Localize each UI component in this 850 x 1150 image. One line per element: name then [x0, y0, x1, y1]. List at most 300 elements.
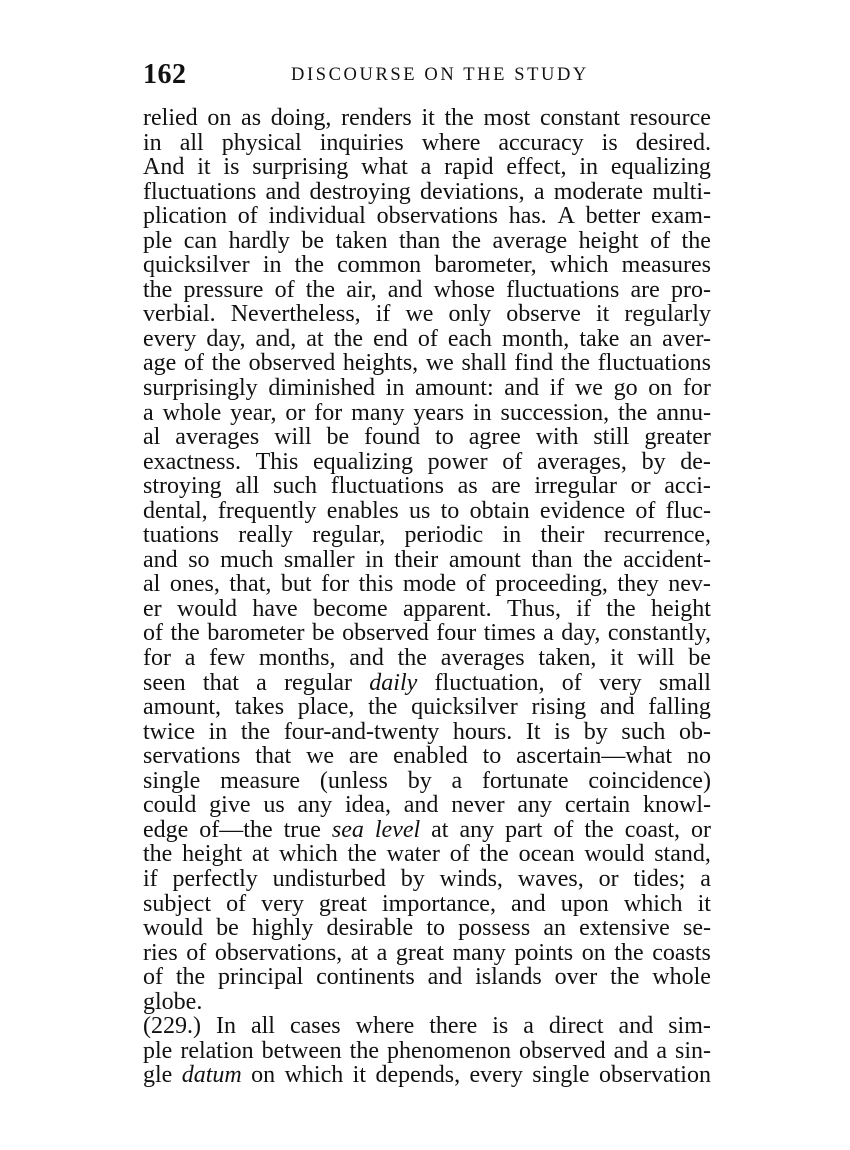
text-word: enables: [326, 497, 399, 524]
text-word: day,: [561, 620, 601, 647]
text-word: apparent.: [402, 595, 492, 622]
text-word: in: [143, 129, 162, 156]
text-word: coasts: [652, 939, 711, 966]
text-word: servations: [143, 743, 241, 770]
text-word: go: [613, 375, 638, 402]
text-line: [143, 548, 711, 573]
text-word: a: [143, 399, 154, 426]
text-word: measure: [220, 767, 301, 794]
text-word: a: [700, 865, 711, 892]
text-word: it: [197, 154, 211, 181]
text-word: of: [417, 325, 438, 352]
text-word: for: [314, 399, 343, 426]
text-word: quicksilver: [411, 694, 518, 721]
text-word: month,: [501, 325, 570, 352]
text-word: of: [502, 448, 523, 475]
text-word: aver-: [662, 325, 711, 352]
text-word: or: [285, 399, 306, 426]
text-word: ries: [143, 939, 178, 966]
text-word: where: [421, 129, 481, 156]
text-word: better: [585, 203, 641, 230]
text-word: observations,: [214, 939, 343, 966]
text-line: [143, 671, 711, 696]
text-word: in: [365, 546, 384, 573]
text-word: whose: [433, 276, 495, 303]
text-line: [143, 229, 711, 254]
text-word: every: [469, 1062, 523, 1089]
text-word: rising: [531, 694, 587, 721]
text-word: or: [630, 473, 651, 500]
text-word: tides;: [633, 865, 686, 892]
text-word: verbial.: [143, 301, 216, 328]
text-word: such: [273, 473, 318, 500]
text-line: [143, 695, 711, 720]
text-word: acci-: [664, 473, 711, 500]
text-line: [143, 818, 711, 843]
text-word: if: [576, 595, 591, 622]
text-word: whole: [162, 399, 222, 426]
text-word: effect,: [506, 154, 567, 181]
text-word: be: [326, 424, 350, 451]
text-word: of: [143, 964, 163, 991]
text-word: in: [262, 252, 282, 279]
text-word: what: [361, 154, 408, 181]
text-word: of: [186, 939, 207, 966]
text-line: [143, 597, 711, 622]
text-word: and: [403, 792, 439, 819]
text-word: many: [351, 399, 405, 426]
text-word: in: [502, 522, 522, 549]
text-word: accident-: [623, 546, 711, 573]
text-word: much: [220, 546, 274, 573]
text-word: any: [297, 792, 333, 819]
text-word: which: [549, 252, 609, 279]
text-line: [143, 131, 711, 156]
text-word: of: [561, 669, 582, 696]
text-word: regularly: [624, 301, 711, 328]
text-word: great: [318, 890, 367, 917]
text-line: [143, 720, 711, 745]
text-word: periodic: [404, 522, 484, 549]
text-word: it: [352, 1062, 367, 1089]
text-word: has.: [508, 203, 547, 230]
text-word: heights,: [342, 350, 419, 377]
text-word: is: [223, 154, 240, 181]
text-word: on: [581, 939, 606, 966]
text-word: year,: [230, 399, 277, 426]
text-word: It: [525, 718, 541, 745]
text-word: irregular: [534, 473, 617, 500]
text-word: ob-: [678, 718, 711, 745]
text-line: [143, 842, 711, 867]
text-word: and: [143, 546, 178, 573]
text-word: sea: [331, 816, 364, 843]
text-word: the: [143, 276, 173, 303]
text-word: observed: [248, 350, 336, 377]
text-word: that: [202, 669, 239, 696]
text-word: the: [614, 939, 644, 966]
text-word: most: [483, 105, 531, 131]
text-word: be: [688, 645, 711, 672]
text-word: each: [447, 325, 492, 352]
text-word: very: [261, 890, 304, 917]
text-word: on: [648, 375, 673, 402]
text-word: depends,: [375, 1062, 461, 1089]
text-word: four-and-twenty: [283, 718, 440, 745]
text-word: water: [386, 841, 440, 868]
text-word: coincidence): [588, 767, 711, 794]
text-line: [143, 1039, 711, 1064]
text-word: fluctuations: [330, 473, 444, 500]
text-word: average: [492, 227, 568, 254]
text-word: obtain: [469, 497, 530, 524]
text-word: destroying: [309, 178, 411, 205]
text-line: [143, 180, 711, 205]
text-word: al: [143, 424, 161, 451]
text-word: us: [263, 792, 285, 819]
text-word: day,: [206, 325, 246, 352]
page-header: [143, 57, 715, 97]
text-line: [143, 327, 711, 352]
text-word: to: [435, 424, 454, 451]
text-word: that: [255, 743, 292, 770]
text-word: succession,: [500, 399, 610, 426]
text-word: a: [184, 645, 196, 672]
text-word: where: [355, 1013, 415, 1040]
text-word: and,: [255, 325, 297, 352]
text-word: observations: [376, 203, 498, 230]
text-word: amount,: [143, 694, 221, 721]
text-word: regular,: [312, 522, 386, 549]
text-word: observation: [598, 1062, 711, 1089]
text-word: would: [584, 841, 645, 868]
text-word: of: [274, 276, 295, 303]
text-word: by: [400, 865, 425, 892]
text-line: [143, 106, 711, 131]
text-word: us: [409, 497, 431, 524]
text-word: over: [554, 964, 598, 991]
text-word: averages: [440, 645, 525, 672]
text-word: to: [482, 743, 502, 770]
text-word: air,: [346, 276, 377, 303]
text-word: on: [207, 105, 232, 131]
text-word: in: [208, 718, 228, 745]
text-word: sin-: [675, 1037, 711, 1064]
text-word: the: [560, 350, 591, 377]
text-word: gle: [143, 1062, 173, 1089]
text-word: to: [426, 915, 445, 942]
text-word: that,: [229, 571, 272, 598]
text-word: points: [514, 939, 574, 966]
text-word: and: [613, 1037, 649, 1064]
text-word: we: [574, 375, 603, 402]
text-word: annu-: [656, 399, 711, 426]
text-word: all: [179, 129, 204, 156]
text-word: a: [420, 154, 432, 181]
text-word: they: [617, 571, 659, 598]
text-word: part: [505, 816, 543, 843]
text-word: falling: [648, 694, 711, 721]
text-word: relied: [143, 105, 198, 131]
text-word: This: [255, 448, 299, 475]
text-word: months,: [258, 645, 336, 672]
text-word: would: [143, 915, 203, 942]
text-word: relation: [180, 1037, 254, 1064]
text-word: end: [373, 325, 408, 352]
text-word: the: [175, 964, 206, 991]
text-word: the: [610, 964, 640, 991]
text-line: [143, 965, 711, 990]
text-word: pro-: [670, 276, 711, 303]
text-word: In: [215, 1013, 236, 1040]
text-word: enabled: [393, 743, 468, 770]
text-word: the: [347, 841, 377, 868]
text-word: the: [479, 841, 509, 868]
text-word: stand,: [654, 841, 711, 868]
text-word: height: [650, 595, 711, 622]
text-word: a: [533, 178, 545, 205]
text-word: still: [593, 424, 630, 451]
text-word: have: [252, 595, 298, 622]
text-line: [143, 155, 711, 180]
text-line: [143, 621, 711, 646]
text-word: be: [301, 227, 325, 254]
text-line: [143, 572, 711, 597]
text-word: fluctuations: [506, 276, 620, 303]
text-word: desirable: [326, 915, 414, 942]
text-word: all: [250, 1013, 275, 1040]
text-word: if: [375, 301, 391, 328]
text-word: amount:: [414, 375, 494, 402]
text-word: Nevertheless,: [230, 301, 361, 328]
text-word: the: [583, 546, 613, 573]
text-word: at: [350, 939, 369, 966]
text-word: power: [427, 448, 488, 475]
text-word: of: [226, 890, 247, 917]
text-word: the: [333, 325, 364, 352]
text-word: dental,: [143, 497, 208, 524]
text-word: take: [579, 325, 620, 352]
text-word: we: [425, 350, 454, 377]
text-word: true: [283, 816, 321, 843]
text-word: it: [697, 890, 711, 917]
text-word: of: [650, 227, 671, 254]
text-word: many: [452, 939, 506, 966]
text-word: to: [440, 497, 460, 524]
text-line: [143, 990, 711, 1015]
text-word: if: [549, 375, 565, 402]
text-word: at: [251, 841, 270, 868]
text-word: the: [240, 718, 271, 745]
text-word: their: [394, 546, 439, 573]
text-word: recurrence,: [603, 522, 711, 549]
text-word: an: [543, 915, 566, 942]
text-word: in: [579, 154, 599, 181]
text-word: fortunate: [481, 767, 569, 794]
text-word: principal: [217, 964, 304, 991]
text-word: (unless: [319, 767, 388, 794]
text-word: in: [385, 375, 405, 402]
text-word: mode: [402, 571, 457, 598]
text-word: renders: [341, 105, 412, 131]
text-word: it: [610, 645, 624, 672]
text-word: extensive: [579, 915, 670, 942]
text-word: er: [143, 595, 162, 622]
text-word: ple: [143, 1037, 173, 1064]
text-word: found: [364, 424, 421, 451]
text-word: globe.: [143, 988, 203, 1015]
text-word: of: [553, 816, 574, 843]
text-word: will: [637, 645, 675, 672]
text-word: than: [531, 546, 573, 573]
text-word: which: [284, 1062, 344, 1089]
text-word: times: [483, 620, 536, 647]
text-word: importance,: [381, 890, 496, 917]
text-word: hardly: [228, 227, 290, 254]
text-word: barometer,: [434, 252, 537, 279]
text-word: really: [238, 522, 293, 549]
text-word: with: [535, 424, 579, 451]
text-word: and: [265, 178, 301, 205]
text-word: single: [143, 767, 201, 794]
text-word: proceeding,: [495, 571, 608, 598]
text-word: of: [465, 571, 486, 598]
text-word: accuracy: [498, 129, 584, 156]
text-word: a: [256, 669, 267, 696]
text-word: for: [682, 375, 711, 402]
text-word: be: [312, 620, 335, 647]
text-word: between: [261, 1037, 342, 1064]
text-word: their: [540, 522, 585, 549]
text-word: which: [279, 841, 338, 868]
text-word: ocean: [518, 841, 575, 868]
text-word: A: [557, 203, 575, 230]
text-line: [143, 916, 711, 941]
text-word: the: [606, 595, 636, 622]
text-word: observe: [506, 301, 581, 328]
text-word: all: [235, 473, 260, 500]
text-word: pressure: [183, 276, 264, 303]
text-line: [143, 351, 711, 376]
text-word: we: [405, 301, 434, 328]
text-word: there: [429, 1013, 478, 1040]
text-word: desired.: [635, 129, 711, 156]
text-word: great: [395, 939, 444, 966]
text-word: and: [427, 964, 463, 991]
text-word: certain: [564, 792, 631, 819]
text-word: it: [421, 105, 435, 131]
text-word: and: [349, 645, 384, 672]
text-word: or: [691, 816, 711, 843]
text-word: deviations,: [420, 178, 525, 205]
text-word: as: [241, 105, 262, 131]
text-word: constantly,: [607, 620, 711, 647]
text-word: by: [641, 448, 666, 475]
text-word: a: [656, 1037, 667, 1064]
text-word: regular: [284, 669, 353, 696]
text-word: islands: [475, 964, 542, 991]
text-word: physical: [221, 129, 302, 156]
text-word: could: [143, 792, 197, 819]
text-line: [143, 278, 711, 303]
text-word: for: [143, 645, 171, 672]
text-word: years: [413, 399, 465, 426]
text-word: is: [601, 129, 618, 156]
text-word: at: [431, 816, 449, 843]
text-word: be: [216, 915, 239, 942]
text-word: constant: [539, 105, 620, 131]
text-line: [143, 204, 711, 229]
text-word: the: [349, 1037, 379, 1064]
text-word: any: [459, 816, 495, 843]
text-word: agree: [468, 424, 521, 451]
text-word: and: [504, 375, 539, 402]
text-word: can: [183, 227, 218, 254]
text-word: this: [358, 571, 394, 598]
text-word: ascertain—what: [516, 743, 673, 770]
text-word: sim-: [668, 1013, 711, 1040]
text-line: [143, 253, 711, 278]
text-word: frequently: [217, 497, 317, 524]
text-word: it: [595, 301, 610, 328]
text-word: undisturbed: [272, 865, 386, 892]
text-word: the: [681, 227, 711, 254]
text-word: an: [629, 325, 653, 352]
text-word: but: [280, 571, 312, 598]
text-word: individual: [268, 203, 366, 230]
text-word: nev-: [668, 571, 711, 598]
text-word: than: [398, 227, 441, 254]
text-word: every: [143, 325, 197, 352]
text-word: very: [599, 669, 642, 696]
text-word: ple: [143, 227, 173, 254]
text-word: on: [251, 1062, 276, 1089]
text-word: at: [306, 325, 324, 352]
text-word: the: [451, 227, 482, 254]
text-word: coast,: [624, 816, 681, 843]
text-word: surprising: [252, 154, 349, 181]
text-word: are: [630, 276, 660, 303]
text-word: age: [143, 350, 177, 377]
text-word: stroying: [143, 473, 222, 500]
text-word: of: [635, 497, 656, 524]
text-word: are: [491, 473, 521, 500]
text-word: perfectly: [172, 865, 258, 892]
text-word: edge: [143, 816, 189, 843]
text-word: equalizing: [610, 154, 711, 181]
text-word: four: [436, 620, 477, 647]
text-word: which: [623, 890, 683, 917]
text-word: height: [578, 227, 639, 254]
text-word: measures: [621, 252, 711, 279]
text-word: as: [457, 473, 478, 500]
text-word: only: [448, 301, 492, 328]
text-word: common: [337, 252, 422, 279]
text-word: amount: [448, 546, 521, 573]
text-word: the: [211, 350, 241, 377]
text-word: single: [532, 1062, 590, 1089]
text-line: [143, 793, 711, 818]
text-word: datum: [181, 1062, 242, 1089]
text-word: would: [177, 595, 237, 622]
text-line: [143, 499, 711, 524]
text-word: and: [511, 890, 546, 917]
text-word: shall: [461, 350, 507, 377]
text-word: the: [397, 645, 427, 672]
text-line: [143, 744, 711, 769]
text-word: greater: [644, 424, 711, 451]
text-word: is: [492, 1013, 509, 1040]
